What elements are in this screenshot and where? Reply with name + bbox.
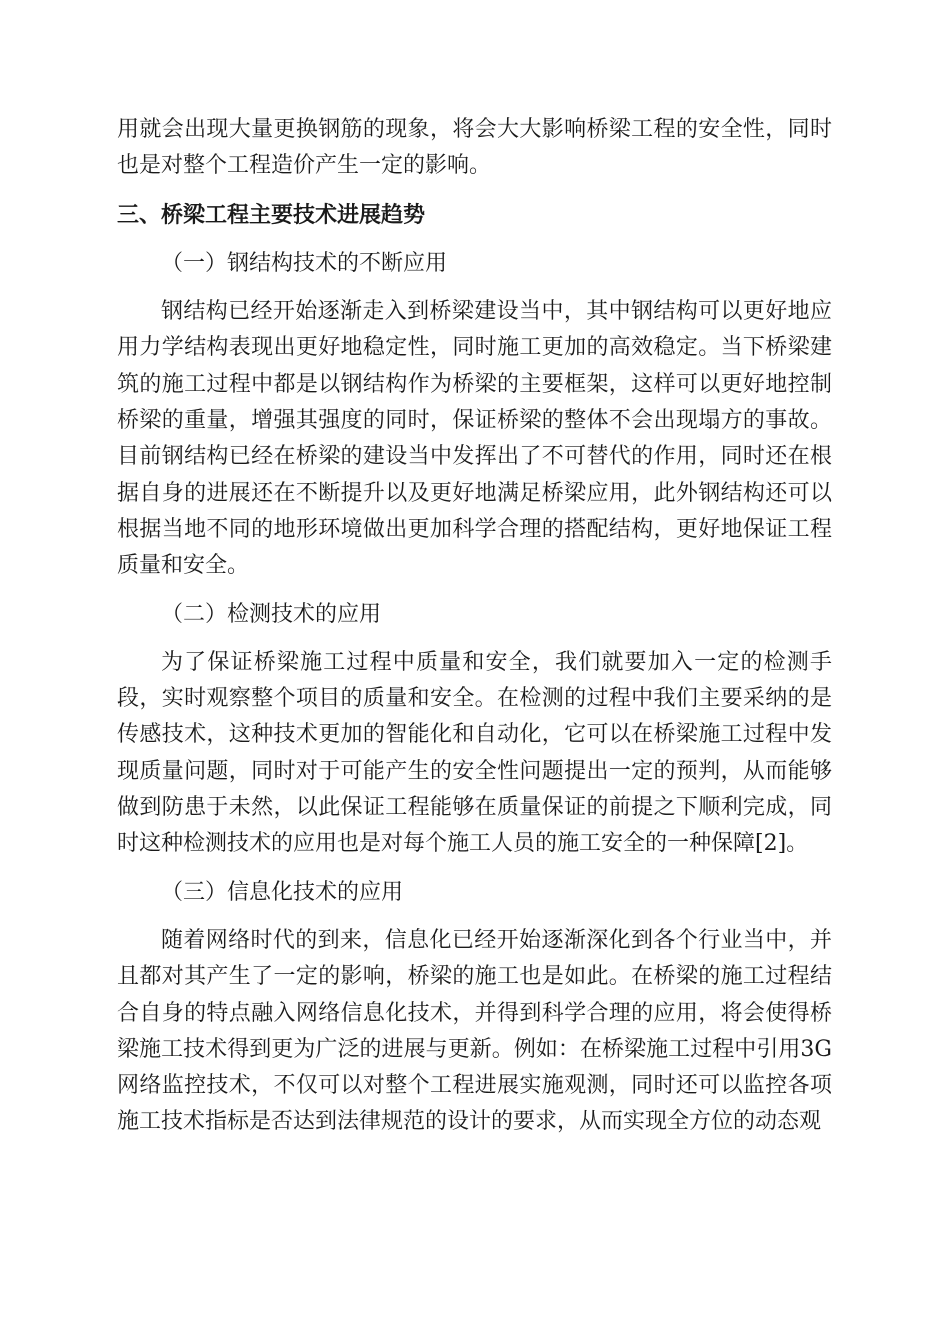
spacer xyxy=(117,863,832,875)
subsection-body-1: 钢结构已经开始逐渐走入到桥梁建设当中，其中钢结构可以更好地应用力学结构表现出更好地稳定性，同时施工更加的高效稳定。当下桥梁建筑的施工过程中都是以钢结构作为桥梁的主要框架，这样可以更好地控制桥梁的重量，增强其强度的同时，保证桥梁的整体不会出现塌方的事故。目前钢结构已经在桥梁的建设当中发挥出了不可替代的作用，同时还在根据自身的进展还在不断提升以及更好地满足桥梁应用，此外钢结构还可以根据当地不同的地形环境做出更加科学合理的搭配结构，更好地保证工程质量和安全。 xyxy=(117,299,832,579)
spacer xyxy=(117,234,832,246)
intro-paragraph: 用就会出现大量更换钢筋的现象，将会大大影响桥梁工程的安全性，同时也是对整个工程造价产生一定的影响。 xyxy=(117,117,832,179)
spacer xyxy=(117,282,832,294)
document-page xyxy=(117,112,832,1141)
subsection-body-2: 为了保证桥梁施工过程中质量和安全，我们就要加入一定的检测手段，实时观察整个项目的质量和安全。在检测的过程中我们主要采纳的是传感技术，这种技术更加的智能化和自动化，它可以在桥梁施工过程中发现质量问题，同时对于可能产生的安全性问题提出一定的预判，从而能够做到防患于未然，以此保证工程能够在质量保证的前提之下顺利完成，同时这种检测技术的应用也是对每个施工人员的施工安全的一种保障[2]。 xyxy=(117,649,832,857)
subsection-body-3: 随着网络时代的到来，信息化已经开始逐渐深化到各个行业当中，并且都对其产生了一定的影响，桥梁的施工也是如此。在桥梁的施工过程结合自身的特点融入网络信息化技术，并得到科学合理的应用，将会使得桥梁施工技术得到更为广泛的进展与更新。例如：在桥梁施工过程中引用3G网络监控技术，不仅可以对整个工程进展实施观测，同时还可以监控各项施工技术指标是否达到法律规范的设计的要求，从而实现全方位的动态观 xyxy=(117,927,832,1135)
section-heading: 三、桥梁工程主要技术进展趋势 xyxy=(117,202,426,228)
subsection-heading-2: （二）检测技术的应用 xyxy=(161,601,382,627)
spacer xyxy=(117,911,832,923)
spacer xyxy=(117,185,832,198)
subsection-heading-3: （三）信息化技术的应用 xyxy=(161,879,404,905)
spacer xyxy=(117,585,832,597)
spacer xyxy=(117,633,832,645)
subsection-heading-1: （一）钢结构技术的不断应用 xyxy=(161,250,448,276)
